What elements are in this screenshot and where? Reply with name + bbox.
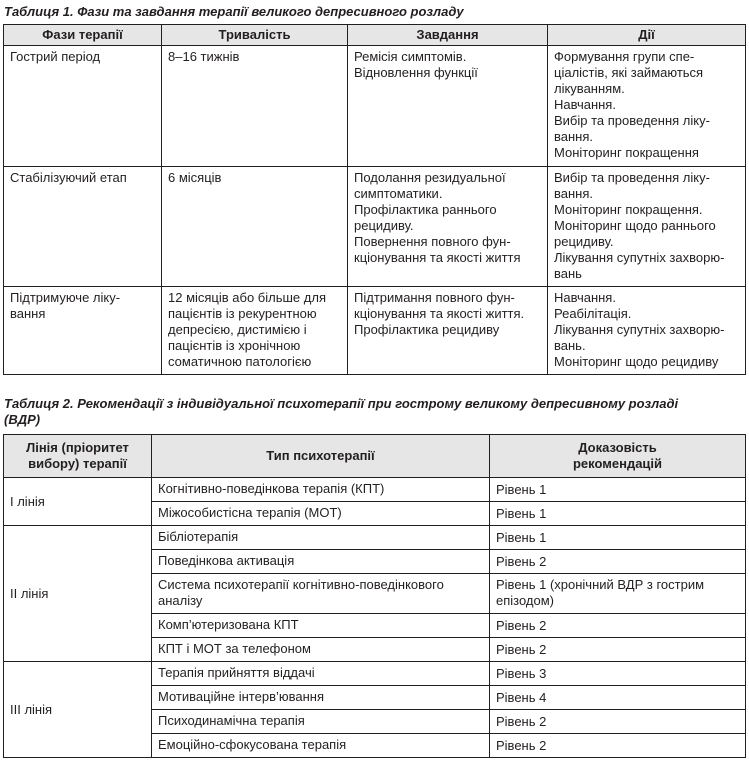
duration-cell: [162, 167, 348, 287]
actions-text: лікуванням.: [554, 81, 625, 96]
header-text: Доказовість: [578, 440, 657, 455]
phase-text: вання: [10, 306, 46, 321]
level-text: Рівень 2: [496, 737, 547, 753]
header-actions: Дії: [548, 25, 746, 46]
header-text: рекомендацій: [572, 456, 663, 471]
phase-cell: [4, 167, 162, 287]
table1-header-row: [4, 25, 746, 46]
level-text: Рівень 3: [496, 665, 547, 681]
actions-text: Лікування супутніх захворю-: [554, 322, 725, 337]
tasks-text: кціонування та якості життя: [354, 250, 521, 265]
actions-text: Моніторинг щодо раннього: [554, 218, 716, 233]
table-row: [4, 662, 746, 686]
actions-text: вання.: [554, 129, 593, 144]
therapy-text: КПТ і МОТ за телефоном: [158, 641, 311, 656]
duration-text: 6 місяців: [168, 170, 222, 185]
level-text: епізодом): [496, 593, 554, 608]
therapy-text: аналізу: [158, 593, 203, 608]
therapy-cell: [152, 502, 490, 526]
actions-text: Вибір та проведення ліку-: [554, 113, 710, 128]
phase-cell: [4, 287, 162, 375]
actions-text: Моніторинг покращення: [554, 145, 699, 160]
therapy-cell: [152, 638, 490, 662]
therapy-cell: [152, 550, 490, 574]
therapy-text: Поведінкова активація: [158, 553, 295, 568]
header-evidence: [490, 435, 746, 478]
level-text: Рівень 1: [496, 529, 547, 545]
level-cell: [490, 686, 746, 710]
therapy-cell: [152, 478, 490, 502]
therapy-cell: [152, 710, 490, 734]
tasks-text: симптоматики.: [354, 186, 443, 201]
tasks-text: Повернення повного фун-: [354, 234, 511, 249]
actions-text: рецидиву.: [554, 234, 614, 249]
phases-table: [3, 24, 746, 375]
level-text: Рівень 2: [496, 553, 547, 569]
actions-text: ціалістів, які займаються: [554, 65, 704, 80]
level-cell: [490, 614, 746, 638]
therapy-cell: [152, 662, 490, 686]
header-line-priority: [4, 435, 152, 478]
header-tasks: Завдання: [348, 25, 548, 46]
header-therapy-type: [152, 435, 490, 478]
therapy-text: Емоційно-сфокусована терапія: [158, 737, 347, 752]
duration-cell: [162, 46, 348, 167]
actions-text: Моніторинг щодо рецидиву: [554, 354, 719, 369]
actions-text: Лікування супутніх захворю-: [554, 250, 725, 265]
therapy-text: Терапія прийняття віддачі: [158, 665, 315, 680]
actions-text: Реабілітація.: [554, 306, 632, 321]
phase-text: Гострий період: [10, 49, 101, 64]
duration-text: депресією, дистимією і: [168, 322, 307, 337]
actions-text: Формування групи спе-: [554, 49, 695, 64]
table-row: [4, 478, 746, 502]
table2-caption-line: Таблиця 2. Рекомендації з індивідуальної психотерапії при гострому великому депресивному розладі: [4, 396, 679, 411]
table-row: [4, 526, 746, 550]
therapy-cell: [152, 686, 490, 710]
tasks-text: Відновлення функції: [354, 65, 478, 80]
phase-text: Стабілізуючий етап: [10, 170, 127, 185]
actions-cell: [548, 46, 746, 167]
actions-text: Моніторинг покращення.: [554, 202, 703, 217]
level-cell: [490, 502, 746, 526]
header-duration: Тривалість: [162, 25, 348, 46]
level-cell: [490, 478, 746, 502]
therapy-cell: [152, 614, 490, 638]
tasks-text: рецидиву.: [354, 218, 414, 233]
duration-text: 12 місяців або більше для: [168, 290, 326, 305]
therapy-cell: [152, 526, 490, 550]
therapy-text: Бібліотерапія: [158, 529, 239, 544]
actions-text: вань.: [554, 338, 586, 353]
level-text: Рівень 2: [496, 641, 547, 657]
table2-header-row: [4, 435, 746, 478]
therapy-text: Комп’ютеризована КПТ: [158, 617, 299, 632]
tasks-text: кціонування та якості життя.: [354, 306, 525, 321]
actions-text: вання.: [554, 186, 593, 201]
actions-text: Навчання.: [554, 290, 616, 305]
line-cell: І лінія: [4, 478, 152, 526]
header-text: Лінія (пріоритет: [26, 440, 129, 455]
level-cell: [490, 526, 746, 550]
table2-caption: [4, 396, 743, 428]
duration-text: соматичною патологією: [168, 354, 312, 369]
duration-text: пацієнтів із рекурентною: [168, 306, 317, 321]
actions-text: Навчання.: [554, 97, 616, 112]
actions-text: Вибір та проведення ліку-: [554, 170, 710, 185]
level-cell: [490, 734, 746, 758]
table2-caption-line: (ВДР): [4, 412, 41, 427]
level-text: Рівень 2: [496, 713, 547, 729]
therapy-text: Міжособистісна терапія (МОТ): [158, 505, 342, 520]
therapy-text: Психодинамічна терапія: [158, 713, 305, 728]
header-text: Тип психотерапії: [266, 448, 375, 463]
duration-cell: [162, 287, 348, 375]
level-cell: [490, 574, 746, 614]
level-cell: [490, 662, 746, 686]
level-text: Рівень 1: [496, 481, 547, 497]
tasks-text: Профілактика рецидиву: [354, 322, 500, 337]
tasks-cell: [348, 167, 548, 287]
tasks-cell: [348, 287, 548, 375]
level-text: Рівень 1 (хронічний ВДР з гострим: [496, 577, 705, 592]
actions-text: вань: [554, 266, 582, 281]
therapy-text: Когнітивно-поведінкова терапія (КПТ): [158, 481, 385, 496]
level-cell: [490, 550, 746, 574]
duration-text: пацієнтів із хронічною: [168, 338, 301, 353]
therapy-text: Мотиваційне інтерв’ювання: [158, 689, 325, 704]
psychotherapy-table: [3, 434, 746, 758]
actions-cell: [548, 287, 746, 375]
tasks-text: Підтримання повного фун-: [354, 290, 515, 305]
duration-text: 8–16 тижнів: [168, 49, 240, 64]
table-row: [4, 46, 746, 167]
tasks-text: Ремісія симптомів.: [354, 49, 467, 64]
header-text: вибору) терапії: [28, 456, 127, 471]
therapy-text: Система психотерапії когнітивно-поведінкового: [158, 577, 444, 592]
level-text: Рівень 1: [496, 505, 547, 521]
tasks-cell: [348, 46, 548, 167]
level-cell: [490, 710, 746, 734]
table-row: [4, 287, 746, 375]
line-cell: ІІІ лінія: [4, 662, 152, 758]
level-text: Рівень 2: [496, 617, 547, 633]
phase-cell: [4, 46, 162, 167]
table-row: [4, 167, 746, 287]
level-cell: [490, 638, 746, 662]
line-cell: ІІ лінія: [4, 526, 152, 662]
actions-cell: [548, 167, 746, 287]
tasks-text: Профілактика раннього: [354, 202, 497, 217]
phase-text: Підтримуюче ліку-: [10, 290, 121, 305]
header-phases: Фази терапії: [4, 25, 162, 46]
therapy-cell: [152, 734, 490, 758]
therapy-cell: [152, 574, 490, 614]
level-text: Рівень 4: [496, 689, 547, 705]
tasks-text: Подолання резидуальної: [354, 170, 506, 185]
table1-caption: Таблиця 1. Фази та завдання терапії великого депресивного розладу: [4, 4, 464, 19]
